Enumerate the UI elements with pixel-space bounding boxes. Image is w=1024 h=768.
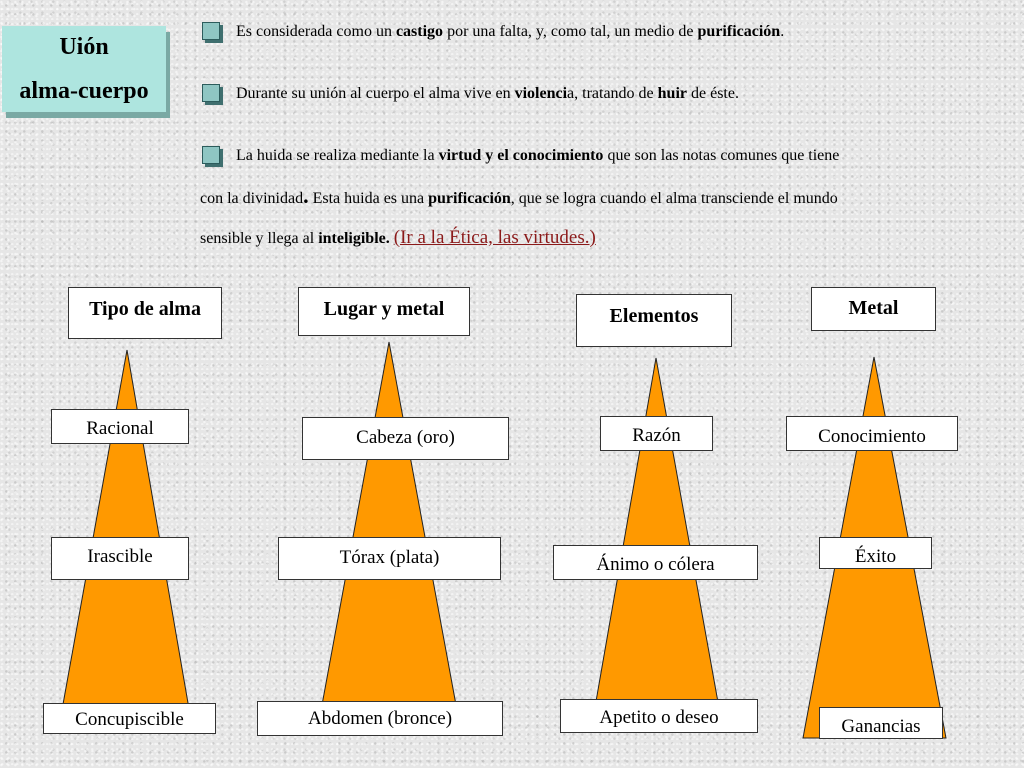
text: de éste.: [686, 85, 739, 102]
label-razon: Razón: [600, 416, 713, 451]
text: Durante su unión al cuerpo el alma vive en: [236, 85, 515, 102]
bold-text: castigo: [395, 23, 444, 40]
header-metal: Metal: [811, 287, 936, 331]
bold-text: purificación: [428, 190, 511, 207]
text: a, tratando de: [567, 85, 658, 102]
text: Es considerada como un: [236, 23, 396, 40]
label-animo-o-colera: Ánimo o cólera: [553, 545, 758, 580]
label-racional: Racional: [51, 409, 189, 444]
label-torax-plata: Tórax (plata): [278, 537, 501, 580]
label-conocimiento: Conocimiento: [786, 416, 958, 451]
text: .: [780, 23, 785, 40]
text: .: [303, 183, 309, 208]
text: La huida se realiza mediante la: [236, 147, 439, 164]
text: con la divinidad: [200, 190, 304, 207]
label-ganancias: Ganancias: [819, 707, 943, 739]
header-elementos: Elementos: [576, 294, 732, 347]
text: Esta huida es una: [308, 190, 429, 207]
bold-text: huir: [657, 85, 687, 102]
label-cabeza-oro: Cabeza (oro): [302, 417, 509, 460]
bold-text: violenci: [514, 85, 568, 102]
header-lugar-y-metal: Lugar y metal: [298, 287, 470, 336]
bold-text: virtud y el conocimiento: [438, 147, 604, 164]
title-line1: Uión: [59, 34, 109, 60]
title-line2: alma-cuerpo: [19, 78, 149, 104]
text: , que se logra cuando el alma transciende el mundo: [510, 190, 838, 207]
bold-text: inteligible.: [318, 230, 390, 247]
text: que son las notas comunes que tiene: [603, 147, 840, 164]
text: por una falta, y, como tal, un medio de: [443, 23, 698, 40]
bold-text: purificación: [697, 23, 781, 40]
text: sensible y llega al: [200, 230, 319, 247]
ethics-virtues-link[interactable]: (Ir a la Ética, las virtudes.): [393, 227, 596, 248]
label-apetito-o-deseo: Apetito o deseo: [560, 699, 758, 733]
label-irascible: Irascible: [51, 537, 189, 580]
label-exito: Éxito: [819, 537, 932, 569]
pyramid-triangle: [591, 358, 723, 730]
header-tipo-de-alma: Tipo de alma: [68, 287, 222, 339]
label-concupiscible: Concupiscible: [43, 703, 216, 734]
label-abdomen-bronce: Abdomen (bronce): [257, 701, 503, 736]
